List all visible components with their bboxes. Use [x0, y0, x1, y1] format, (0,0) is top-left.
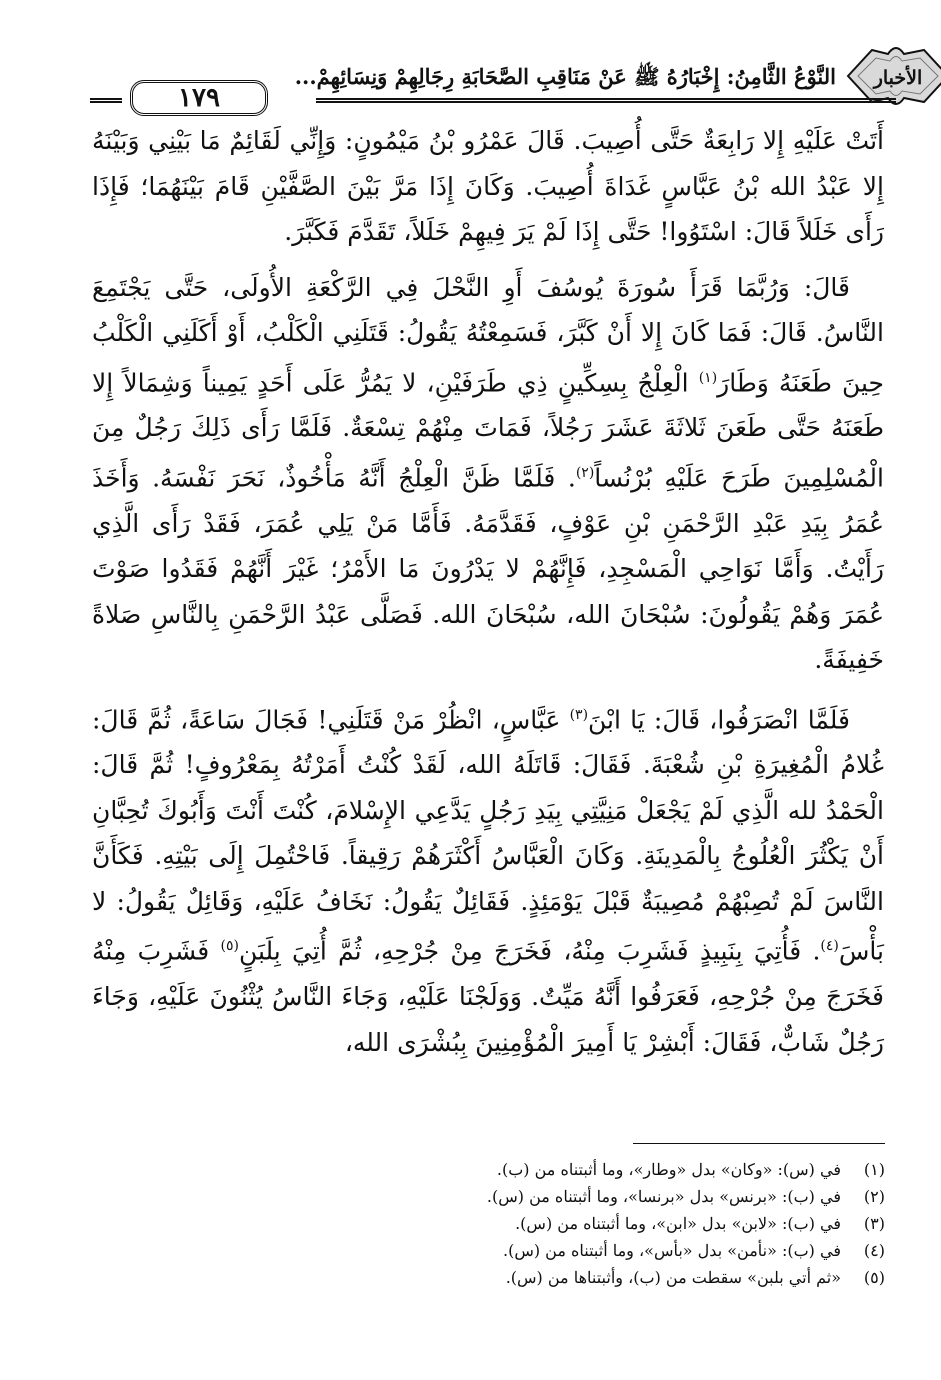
footnote-number: (٥) — [863, 1268, 885, 1287]
footnote-text: في (ب): «برنس» بدل «برنسا»، وما أثبتناه من (س). — [486, 1187, 841, 1206]
header-rule-short — [90, 98, 122, 103]
footnote-2 — [185, 1183, 885, 1210]
footnote-text: «ثم أتي بلبن» سقطت من (ب)، وأثبتناها من (س). — [505, 1268, 841, 1287]
footnote-text: في (س): «وكان» بدل «وطار»، وما أثبتناه من (ب). — [496, 1160, 841, 1179]
footnote-ref-1: (١) — [698, 369, 718, 386]
footnote-number: (٣) — [863, 1214, 885, 1233]
header-rule — [316, 98, 896, 103]
footnote-ref-5: (٥) — [220, 938, 239, 955]
paragraph-3-text-a: فَلَمَّا انْصَرَفُوا، قَالَ: يَا ابْنَ — [588, 704, 850, 734]
footnote-number: (٤) — [863, 1241, 885, 1260]
paragraph-2-text-c: . فَلَمَّا ظَنَّ الْعِلْجُ أَنَّهُ مَأْخُوذٌ، نَحَرَ نَفْسَهُ. وَأَخَذَ عُمَرُ بِيَدِ عَبْدِ الرَّحْمَنِ بْنِ عَوْفٍ، فَقَدَّمَهُ. فَأَمَّا مَنْ يَلِي عُمَرَ، فَقَدْ رَأَى الَّذِي رَأَيْتُ. وَأَمَّا نَوَاحِي الْمَسْجِدِ، فَإِنَّهُمْ لا يَدْرُونَ مَا الأَمْرُ؛ غَيْرَ أَنَّهُمْ فَقَدُوا صَوْتَ عُمَرَ وَهُمْ يَقُولُونَ: سُبْحَانَ الله، سُبْحَانَ الله. فَصَلَّى عَبْدُ الرَّحْمَنِ بِالنَّاسِ صَلاةً خَفِيفَةً. — [92, 463, 884, 675]
paragraph-2 — [92, 265, 884, 683]
footnote-number: (٢) — [863, 1187, 885, 1206]
footnote-ref-3: (٣) — [569, 706, 589, 723]
footnote-1 — [185, 1156, 885, 1183]
paragraph-3-text-c: . فَأُتِيَ بِنَبِيذٍ فَشَرِبَ مِنْهُ، فَخَرَجَ مِنْ جُرْحِهِ، ثُمَّ أُتِيَ بِلَبَنٍ — [238, 936, 821, 966]
paragraph-3 — [92, 693, 884, 1066]
page-header — [90, 40, 923, 120]
running-title: النَّوْعُ الثَّامِنُ: إِخْبَارُهُ ﷺ عَنْ مَنَاقِبِ الصَّحَابَةِ رِجَالِهِمْ وَنِسَائِهِمْ... — [294, 64, 836, 89]
page-number: ١٧٩ — [130, 80, 268, 116]
footnotes — [185, 1156, 885, 1291]
paragraph-2-text-a: قَالَ: وَرُبَّمَا قَرَأَ سُورَةَ يُوسُفَ أَوِ النَّحْلَ فِي الرَّكْعَةِ الأُولَى، حَتَّى يَجْتَمِعَ النَّاسُ. قَالَ: فَمَا كَانَ إِلا أَنْ كَبَّرَ، فَسَمِعْتُهُ يَقُولُ: قَتَلَنِي الْكَلْبُ، أَوْ أَكَلَنِي الْكَلْبُ حِينَ طَعَنَهُ وَطَارَ — [92, 272, 884, 397]
footnote-5 — [185, 1264, 885, 1291]
footnote-number: (١) — [863, 1160, 885, 1179]
footnote-text: في (ب): «نأمن» بدل «بأس»، وما أثبتناه من (س). — [502, 1241, 841, 1260]
footnote-text: في (ب): «لابن» بدل «ابن»، وما أثبتناه من (س). — [515, 1214, 841, 1233]
paragraph-2-text-b: الْعِلْجُ بِسِكِّينٍ ذِي طَرَفَيْنِ، لا يَمُرُّ عَلَى أَحَدٍ يَمِيناً وَشِمَالاً إِلا طَعَنَهُ حَتَّى طَعَنَ ثَلاثَةَ عَشَرَ رَجُلاً، فَمَاتَ مِنْهُمْ تِسْعَةٌ. فَلَمَّا رَأَى ذَلِكَ رَجُلٌ مِنَ الْمُسْلِمِينَ طَرَحَ عَلَيْهِ بُرْنُساً — [92, 367, 884, 493]
footnote-3 — [185, 1210, 885, 1237]
paragraph-1: أَتَتْ عَلَيْهِ إِلا رَابِعَةٌ حَتَّى أُصِيبَ. قَالَ عَمْرُو بْنُ مَيْمُونٍ: وَإِنِّي لَقَائِمٌ مَا بَيْنِي وَبَيْنَهُ إِلا عَبْدُ الله بْنُ عَبَّاسٍ غَدَاةَ أُصِيبَ. وَكَانَ إِذَا مَرَّ بَيْنَ الصَّفَّيْنِ قَامَ بَيْنَهُمَا؛ فَإِذَا رَأَى خَلَلاً قَالَ: اسْتَوُوا! حَتَّى إِذَا لَمْ يَرَ فِيهِمْ خَلَلاً، تَقَدَّمَ فَكَبَّرَ. — [92, 126, 884, 246]
paragraph-3-text-d: فَشَرِبَ مِنْهُ فَخَرَجَ مِنْ جُرْحِهِ، فَعَرَفُوا أَنَّهُ مَيِّتٌ. وَوَلَجْنَا عَلَيْهِ، وَجَاءَ النَّاسُ يُثْنُونَ عَلَيْهِ، وَجَاءَ رَجُلٌ شَابٌّ، فَقَالَ: أَبْشِرْ يَا أَمِيرَ الْمُؤْمِنِينَ بِبُشْرَى الله، — [92, 936, 884, 1057]
footnote-separator — [633, 1143, 885, 1144]
paragraph-3-text-b: عَبَّاسٍ، انْظُرْ مَنْ قَتَلَنِي! فَجَالَ سَاعَةً، ثُمَّ قَالَ: غُلامُ الْمُغِيرَةِ بْنِ شُعْبَةَ. فَقَالَ: قَاتَلَهُ الله، لَقَدْ كُنْتُ أَمَرْتُهُ بِمَعْرُوفٍ! ثُمَّ قَالَ: الْحَمْدُ لله الَّذِي لَمْ يَجْعَلْ مَنِيَّتِي بِيَدِ رَجُلٍ يَدَّعِي الإِسْلامَ، كُنْتَ أَنْتَ وَأَبُوكَ تُحِبَّانِ أَنْ يَكْثُرَ الْعُلُوجُ بِالْمَدِينَةِ. وَكَانَ الْعَبَّاسُ أَكْثَرَهُمْ رَقِيقاً. فَاحْتُمِلَ إِلَى بَيْتِهِ. فَكَأَنَّ النَّاسَ لَمْ تُصِبْهُمْ مُصِيبَةٌ قَبْلَ يَوْمَئِذٍ. فَقَائِلٌ يَقُولُ: نَخَافُ عَلَيْهِ، وَقَائِلٌ يَقُولُ: لا بَأْسَ — [92, 704, 884, 966]
badge-label: الأخبار — [873, 67, 923, 89]
footnote-ref-2: (٢) — [575, 464, 595, 481]
footnote-ref-4: (٤) — [820, 938, 839, 955]
footnote-4 — [185, 1237, 885, 1264]
main-text — [92, 118, 884, 1075]
